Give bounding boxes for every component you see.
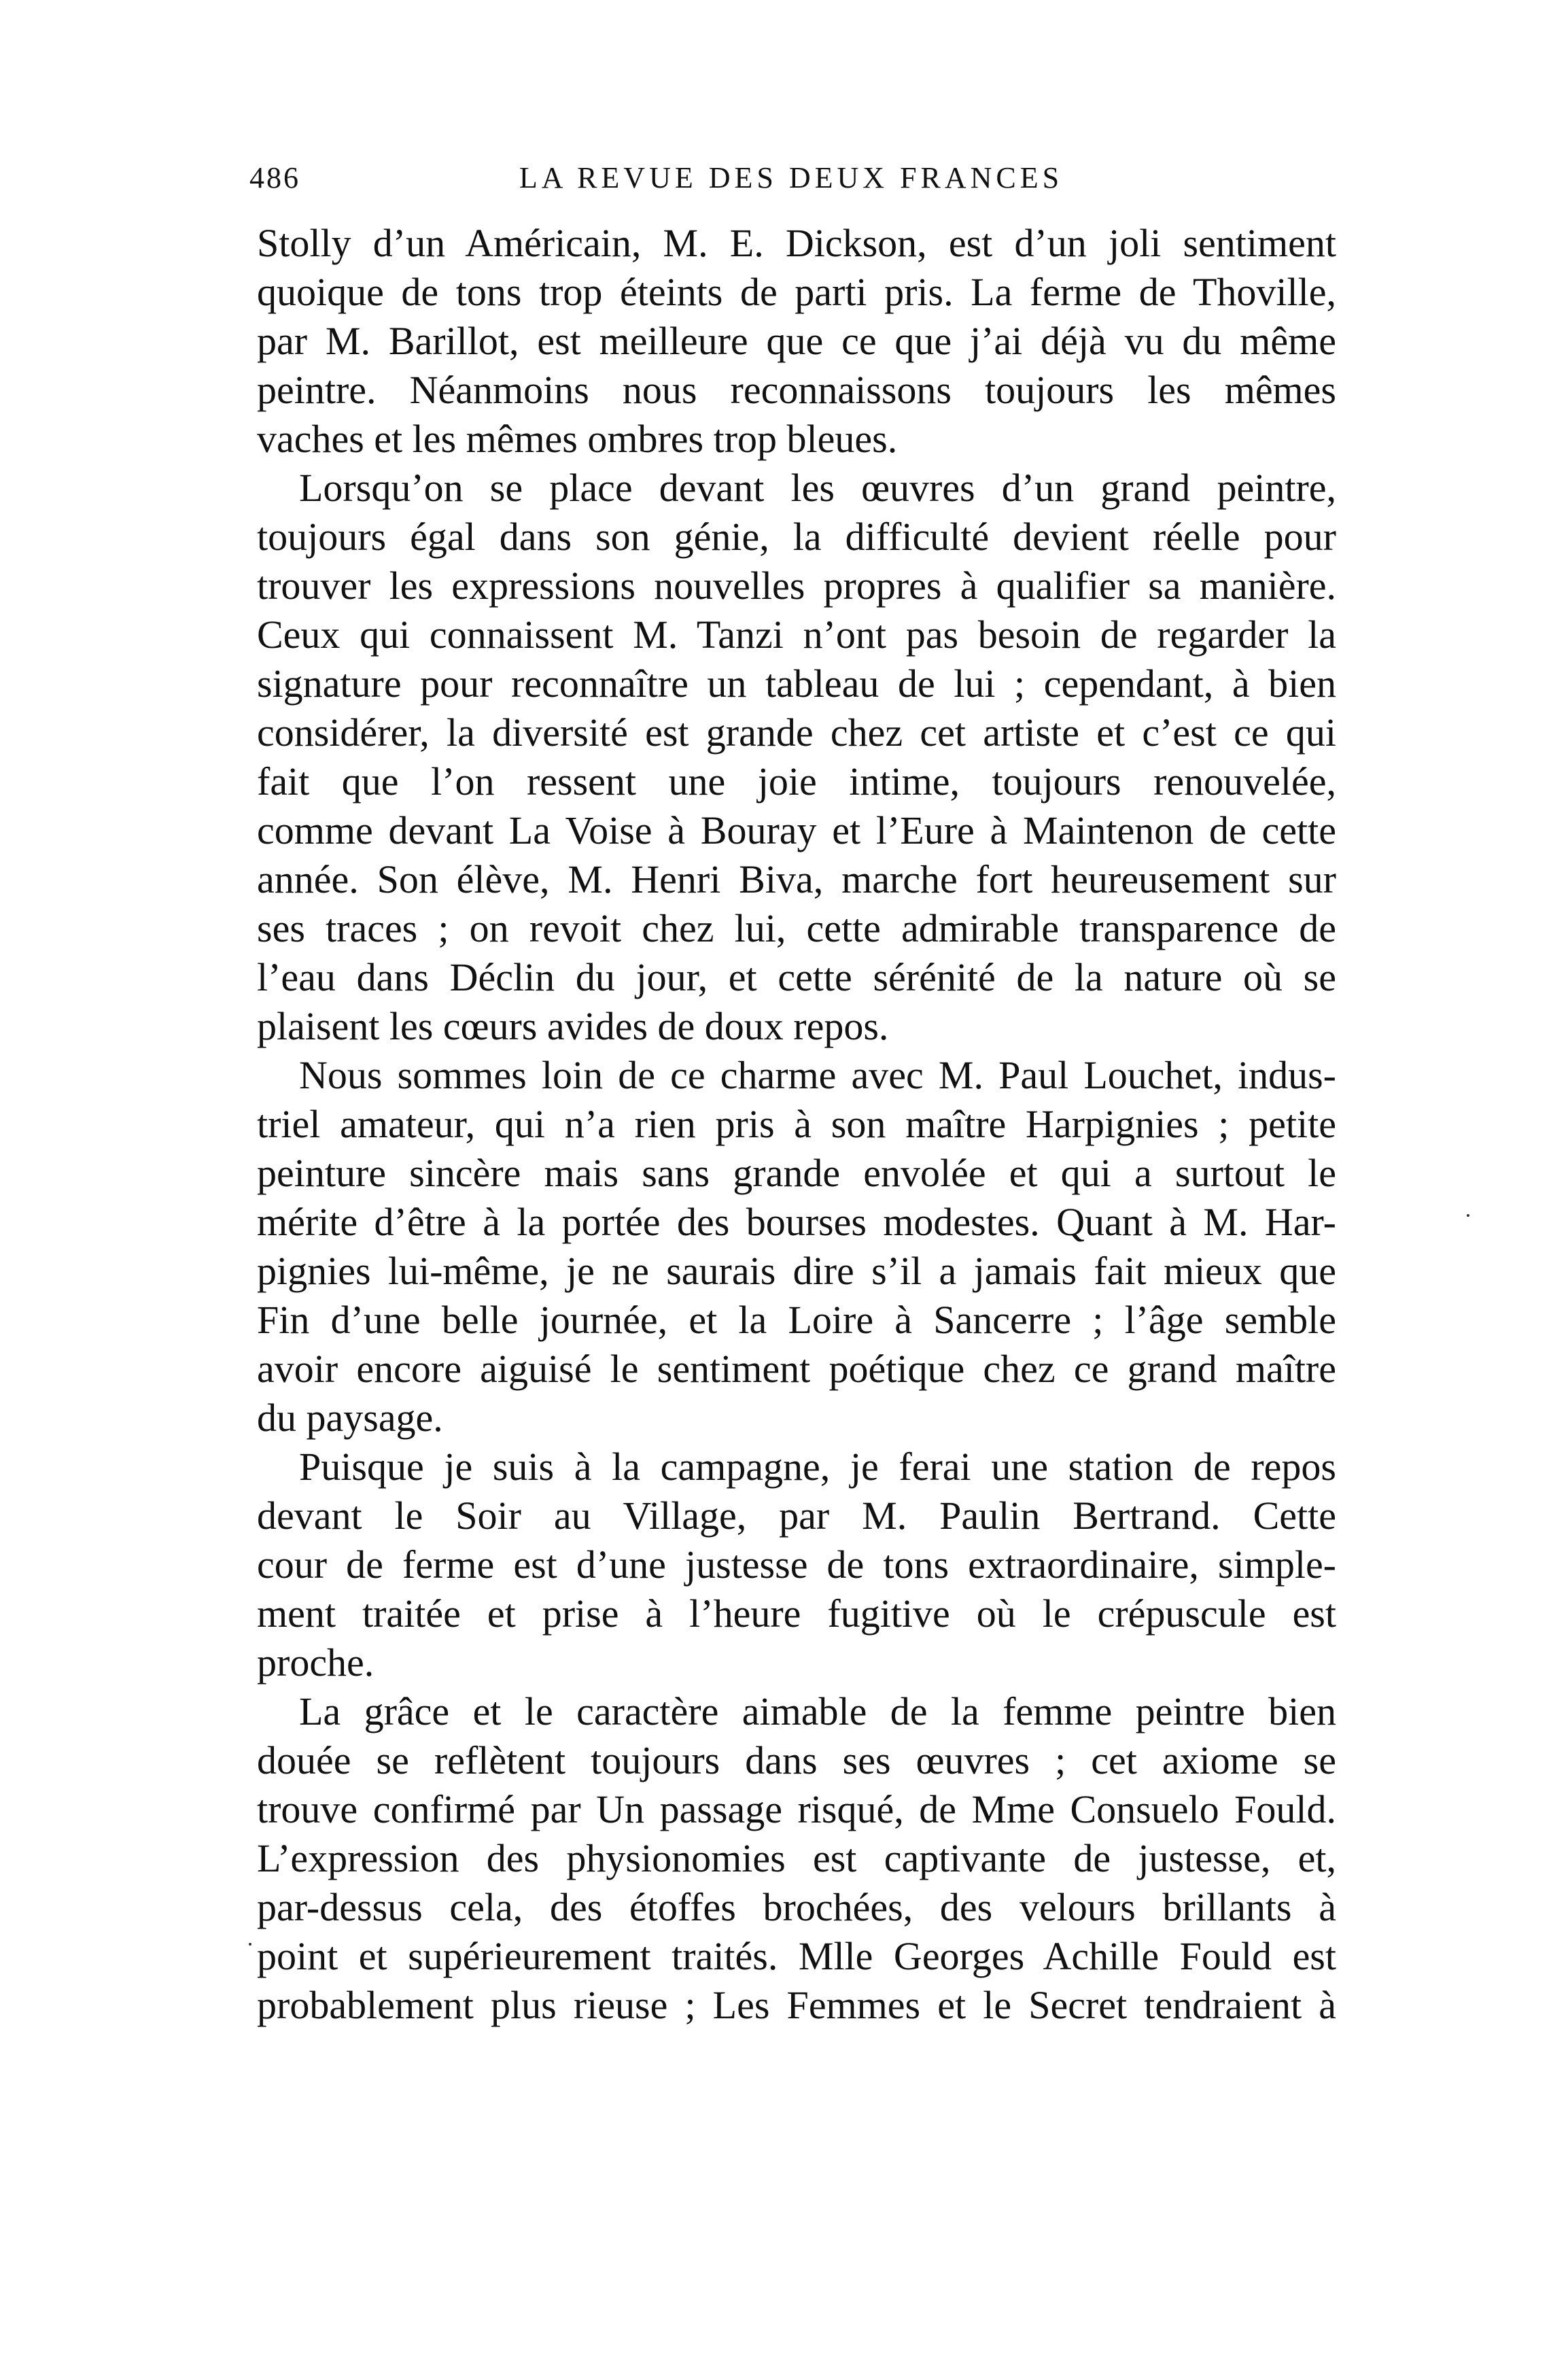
paragraph-start-line: Puisque je suis à la campagne, je ferai une station de repos [299, 1445, 1336, 1489]
text-line: proche. [257, 1640, 374, 1685]
paragraph-start-line: Nous sommes loin de ce charme avec M. Paul Louchet, indus- [299, 1053, 1336, 1097]
paragraph-start-line: La grâce et le caractère aimable de la femme peintre bien [299, 1689, 1336, 1733]
text-line: l’eau dans Déclin du jour, et cette sérénité de la nature où se [257, 955, 1336, 999]
text-line: année. Son élève, M. Henri Biva, marche fort heureusement sur [257, 857, 1336, 901]
paragraph-start-line: Lorsqu’on se place devant les œuvres d’un grand peintre, [299, 466, 1336, 510]
text-line: L’expression des physionomies est captivante de justesse, et, [257, 1836, 1336, 1880]
text-line: toujours égal dans son génie, la difficulté devient réelle pour [257, 515, 1336, 559]
text-line: trouver les expressions nouvelles propres à qualifier sa manière. [257, 564, 1336, 608]
running-title: LA REVUE DES DEUX FRANCES [519, 161, 1064, 194]
text-line: Stolly d’un Américain, M. E. Dickson, est d’un joli sentiment [257, 221, 1336, 265]
text-line: vaches et les mêmes ombres trop bleues. [257, 417, 898, 461]
text-line: ses traces ; on revoit chez lui, cette admirable transparence de [257, 906, 1336, 950]
text-line: pignies lui-même, je ne saurais dire s’il a jamais fait mieux que [257, 1249, 1336, 1293]
text-line: comme devant La Voise à Bouray et l’Eure à Maintenon de cette [257, 808, 1336, 852]
text-line: quoique de tons trop éteints de parti pris. La ferme de Thoville, [257, 270, 1336, 314]
running-header [249, 160, 1333, 215]
page-number: 486 [249, 161, 300, 194]
text-line: peintre. Néanmoins nous reconnaissons toujours les mêmes [257, 368, 1336, 412]
text-line: Fin d’une belle journée, et la Loire à Sancerre ; l’âge semble [257, 1298, 1336, 1342]
text-line: trouve confirmé par Un passage risqué, de Mme Consuelo Fould. [257, 1787, 1336, 1831]
text-line: peinture sincère mais sans grande envolée et qui a surtout le [257, 1151, 1336, 1195]
text-body [257, 219, 1336, 2030]
text-line: cour de ferme est d’une justesse de tons extraordinaire, simple- [257, 1542, 1336, 1587]
text-line: avoir encore aiguisé le sentiment poétique chez ce grand maître [257, 1347, 1336, 1391]
text-line: par M. Barillot, est meilleure que ce que j’ai déjà vu du même [257, 319, 1336, 363]
text-line: par-dessus cela, des étoffes brochées, des velours brillants à [257, 1885, 1336, 1929]
text-line: Ceux qui connaissent M. Tanzi n’ont pas besoin de regarder la [257, 612, 1336, 657]
text-line: mérite d’être à la portée des bourses modestes. Quant à M. Har- [257, 1200, 1336, 1244]
text-line: douée se reflètent toujours dans ses œuvres ; cet axiome se [257, 1738, 1336, 1782]
text-line: point et supérieurement traités. Mlle Georges Achille Fould est [257, 1934, 1336, 1978]
scan-speck [1467, 1214, 1469, 1217]
text-line: considérer, la diversité est grande chez cet artiste et c’est ce qui [257, 710, 1336, 755]
text-line: triel amateur, qui n’a rien pris à son maître Harpignies ; petite [257, 1102, 1336, 1146]
text-line: devant le Soir au Village, par M. Paulin Bertrand. Cette [257, 1494, 1336, 1538]
text-line: ment traitée et prise à l’heure fugitive où le crépuscule est [257, 1591, 1336, 1636]
text-line: plaisent les cœurs avides de doux repos. [257, 1004, 889, 1048]
text-line: signature pour reconnaître un tableau de lui ; cependant, à bien [257, 661, 1336, 706]
text-line: probablement plus rieuse ; Les Femmes et le Secret tendraient à [257, 1983, 1336, 2027]
scan-speck [249, 1943, 251, 1946]
text-line: du paysage. [257, 1396, 443, 1440]
text-line: fait que l’on ressent une joie intime, toujours renouvelée, [257, 759, 1336, 804]
